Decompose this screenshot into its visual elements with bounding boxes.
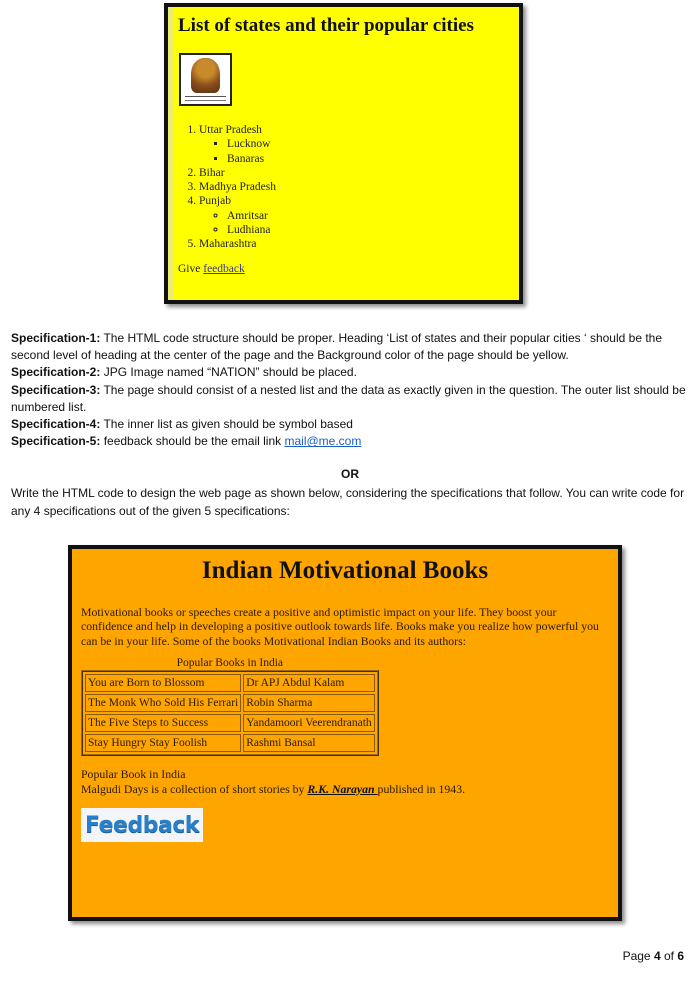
page-number: Page 4 of 6 [622,949,684,963]
emblem-caption [185,96,226,101]
specification-3: Specification-3: The page should consist of a nested list and the data as exactly given in the question. The outer list should be numbered list. [11,382,686,414]
books-heading: Indian Motivational Books [201,557,489,584]
state-item: 4. Punjab ◦ Amritsar ◦ Ludhiana [199,194,276,237]
malgudi-line: Malgudi Days is a collection of short stories by R.K. Narayan published in 1943. [81,781,466,796]
popular-book-section [81,767,465,796]
specification-1: Specification-1: The HTML code structure should be proper. Heading ‘List of states and their popular cities ‘ should be the second level of heading at the center of the page and the Background color of the page should be yellow. [11,331,663,363]
table-row: Stay Hungry Stay Foolish Rashmi Bansal [85,734,375,752]
nation-emblem-image [179,53,232,106]
specification-2: Specification-2: JPG Image named “NATION” should be placed. [11,365,357,380]
cities-list [199,137,276,166]
books-webpage-screenshot [68,545,622,921]
table-caption: Popular Books in India [176,657,283,669]
city-item: ▪ Banaras [227,152,276,166]
question-intro: Write the HTML code to design the web page as shown below, considering the specifications that follow. You can write code for any 4 specifications out of the given 5 specifications: [11,486,685,518]
city-item: ◦ Amritsar [227,209,276,223]
or-divider: OR [341,467,359,481]
table-row: The Five Steps to Success Yandamoori Veerendranath [85,714,375,732]
states-webpage-screenshot [164,3,523,304]
specifications-block [11,330,691,450]
email-link[interactable]: mail@me.com [284,434,362,449]
feedback-button[interactable]: Feedback [81,808,203,842]
books-table [81,657,379,756]
state-item: 5. Maharashtra [199,237,276,251]
city-item: ▪ Lucknow [227,137,276,151]
specification-5: Specification-5: feedback should be the email link mail@me.com [11,434,362,449]
cities-list [199,209,276,238]
state-item: 1. Uttar Pradesh ▪ Lucknow ▪ Banaras [199,123,276,166]
table-row: You are Born to Blossom Dr APJ Abdul Kalam [85,674,375,692]
feedback-link[interactable]: feedback [203,263,245,275]
popular-book-title: Popular Book in India [81,767,186,781]
table-row: The Monk Who Sold His Ferrari Robin Sharma [85,694,375,712]
states-heading: List of states and their popular cities [178,15,474,36]
state-item: 3. Madhya Pradesh [199,180,276,194]
specification-4: Specification-4: The inner list as given should be symbol based [11,417,353,432]
states-list [182,123,276,252]
books-paragraph: Motivational books or speeches create a positive and optimistic impact on your life. They boost your confidence and help in developing a positive outlook towards life. Books make you realize how powerful you can be in your life. Some of the books Motivational Indian Books and its authors: [81,605,599,648]
window-edge [168,7,173,300]
state-item: 2. Bihar [199,166,276,180]
city-item: ◦ Ludhiana [227,223,276,237]
lion-capital-icon [191,58,220,93]
give-feedback-line: Give feedback [178,263,245,275]
author-link[interactable]: R.K. Narayan [307,781,378,796]
